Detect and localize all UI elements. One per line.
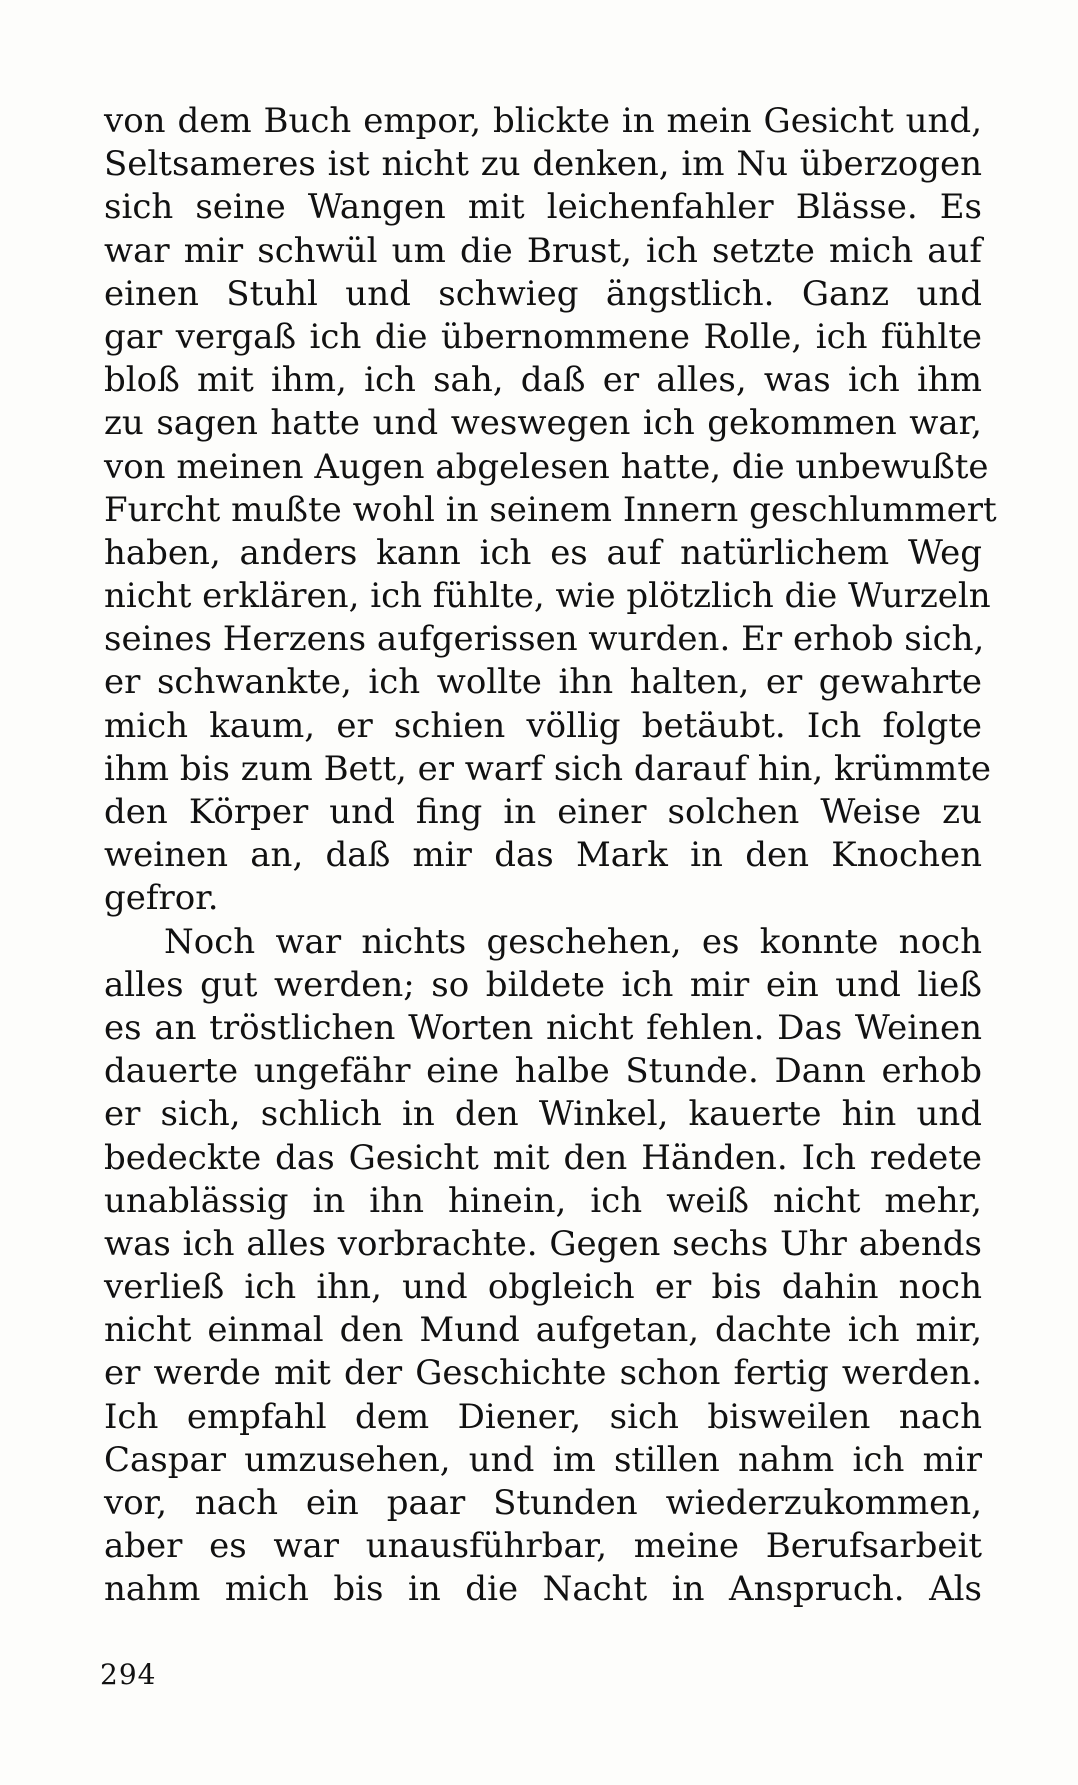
text-line: was ich alles vorbrachte. Gegen sechs Uhr abends <box>104 1223 982 1264</box>
text-line: Ich empfahl dem Diener, sich bisweilen nach <box>104 1396 982 1437</box>
text-line: aber es war unausführbar, meine Berufsarbeit <box>104 1526 982 1567</box>
text-line: Noch war nichts geschehen, es konnte noch <box>164 921 982 962</box>
text-line: vor, nach ein paar Stunden wiederzukommen, <box>104 1483 982 1523</box>
text-line: nahm mich bis in die Nacht in Anspruch. Als <box>104 1569 982 1610</box>
text-line: bedeckte das Gesicht mit den Händen. Ich redete <box>104 1137 982 1178</box>
text-line: zu sagen hatte und weswegen ich gekommen war, <box>104 403 982 444</box>
text-line: den Körper und fing in einer solchen Weise zu <box>104 792 982 832</box>
text-line: ihm bis zum Bett, er warf sich darauf hin, krümmte <box>104 748 992 789</box>
text-line: verließ ich ihn, und obgleich er bis dahin noch <box>104 1267 982 1308</box>
text-line: gar vergaß ich die übernommene Rolle, ich fühlte <box>104 316 982 357</box>
text-line: haben, anders kann ich es auf natürlichem Weg <box>104 532 982 573</box>
text-line: sich seine Wangen mit leichenfahler Blässe. Es <box>104 187 982 228</box>
text-line: von meinen Augen abgelesen hatte, die unbewußte <box>104 446 989 487</box>
text-line: dauerte ungefähr eine halbe Stunde. Dann erhob <box>104 1051 982 1092</box>
text-line: seines Herzens aufgerissen wurden. Er erhob sich, <box>104 619 985 660</box>
text-line: war mir schwül um die Brust, ich setzte mich auf <box>104 230 982 271</box>
text-line: einen Stuhl und schwieg ängstlich. Ganz und <box>104 273 982 314</box>
text-line: Furcht mußte wohl in seinem Innern geschlummert <box>104 489 997 530</box>
text-line: er werde mit der Geschichte schon fertig werden. <box>104 1353 982 1394</box>
text-line: weinen an, daß mir das Mark in den Knochen <box>104 835 982 876</box>
text-line: nicht erklären, ich fühlte, wie plötzlich die Wurzeln <box>104 576 991 617</box>
text-line: bloß mit ihm, ich sah, daß er alles, was ich ihm <box>104 360 982 401</box>
text-line: er sich, schlich in den Winkel, kauerte hin und <box>104 1094 982 1135</box>
text-line: unablässig in ihn hinein, ich weiß nicht mehr, <box>104 1180 982 1221</box>
text-line: es an tröstlichen Worten nicht fehlen. Das Weinen <box>104 1007 982 1048</box>
text-line: Seltsameres ist nicht zu denken, im Nu überzogen <box>104 144 982 185</box>
page-number: 294 <box>100 1658 157 1691</box>
text-line: von dem Buch empor, blickte in mein Gesicht und, <box>104 101 982 141</box>
text-line: nicht einmal den Mund aufgetan, dachte ich mir, <box>104 1310 982 1351</box>
body-text <box>104 100 997 1612</box>
text-line: er schwankte, ich wollte ihn halten, er gewahrte <box>104 662 982 703</box>
text-line: alles gut werden; so bildete ich mir ein und ließ <box>104 964 982 1005</box>
text-line: mich kaum, er schien völlig betäubt. Ich folgte <box>104 705 982 746</box>
text-line: Caspar umzusehen, und im stillen nahm ich mir <box>104 1439 982 1480</box>
text-line: gefror. <box>104 878 219 919</box>
